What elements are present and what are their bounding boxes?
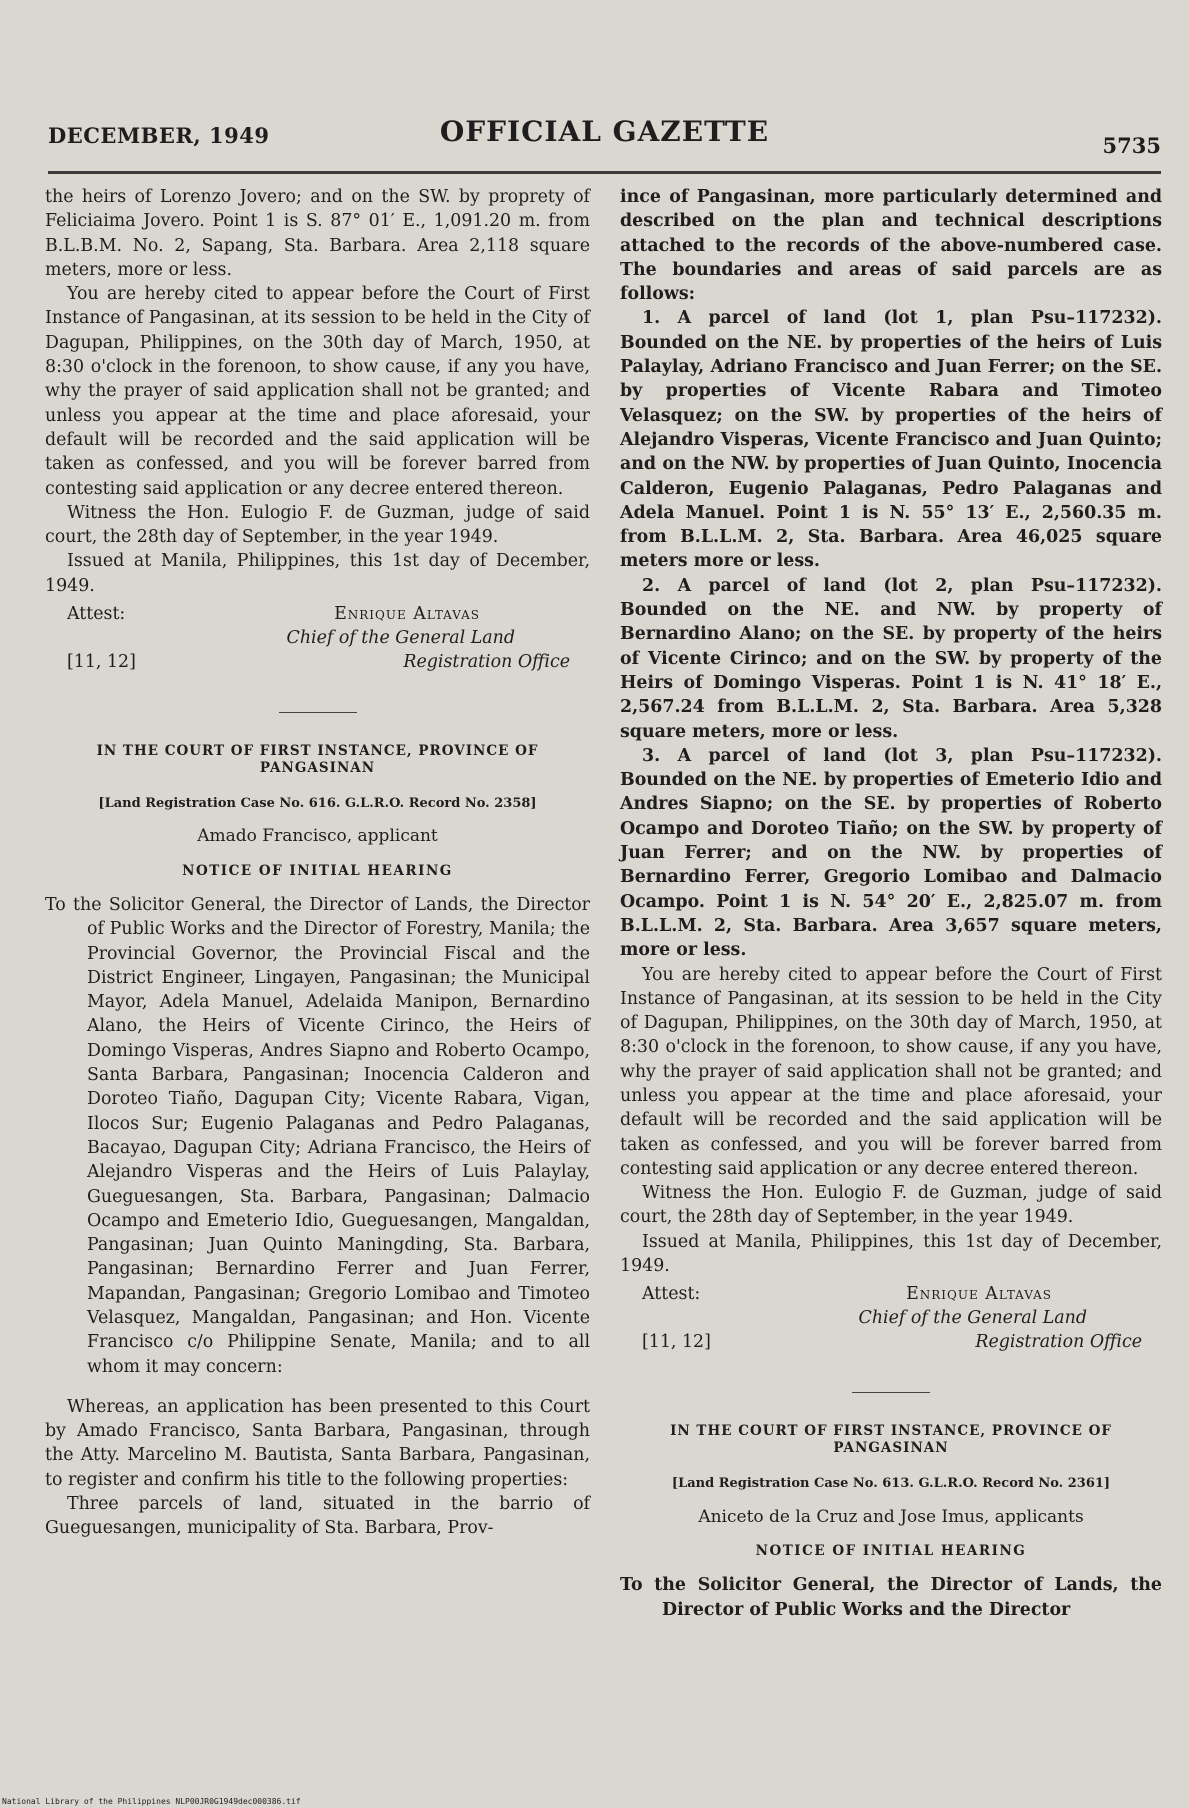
issue-reference: [11, 12] bbox=[642, 1332, 711, 1353]
header-rule bbox=[48, 171, 1161, 174]
parcel-3-paragraph: 3. A parcel of land (lot 3, plan Psu–117232). Bounded on the NE. by properties of Emeterio Idio and Andres Siapno; on the SE. by properties of Roberto Ocampo and Doroteo Tiaño; on the SW. by property of Juan Ferrer; and on the NW. by properties of Bernardino Ferrer, Gregorio Lomibao and Dalmacio Ocampo. Point 1 is N. 54° 20′ E., 2,825.07 m. from B.L.L.M. 2, Sta. Barbara. Area 3,657 square meters, more or less. bbox=[620, 745, 1162, 961]
addressees-paragraph: To the Solicitor General, the Director of Lands, the Director of Public Works and the Director bbox=[620, 1575, 1162, 1620]
section-divider bbox=[279, 712, 357, 713]
section-divider bbox=[852, 1392, 930, 1393]
attest-label: Attest: bbox=[67, 604, 126, 625]
applicant-line: Amado Francisco, applicant bbox=[197, 826, 438, 847]
left-column bbox=[45, 185, 590, 1541]
court-heading: IN THE COURT OF FIRST INSTANCE, PROVINCE OF PANGASINAN bbox=[96, 743, 539, 777]
parcel-2-paragraph: 2. A parcel of land (lot 2, plan Psu–117232). Bounded on the NE. and NW. by property of Bernardino Alano; on the SE. by property of the heirs of Vicente Cirinco; and on the SW. by property of the Heirs of Domingo Visperas. Point 1 is N. 41° 18′ E., 2,567.24 from B.L.L.M. 2, Sta. Barbara. Area 5,328 square meters, more or less. bbox=[620, 575, 1162, 742]
intro-paragraph: the heirs of Lorenzo Jovero; and on the SW. by proprety of Feliciaima Jovero. Point 1 is S. 87° 01′ E., 1,091.20 m. from B.L.B.M. No. 2, Sapang, Sta. Barbara. Area 2,118 square meters, more or less. bbox=[45, 187, 590, 280]
notice-title: NOTICE OF INITIAL HEARING bbox=[182, 862, 453, 879]
attest-label: Attest: bbox=[642, 1284, 701, 1305]
attest-block bbox=[45, 602, 590, 682]
attest-block bbox=[620, 1282, 1162, 1362]
attest-chief: Chief of the General Land bbox=[286, 628, 515, 649]
parcel-1-paragraph: 1. A parcel of land (lot 1, plan Psu–117232). Bounded on the NE. by properties of the heirs of Luis Palaylay, Adriano Francisco and Juan Ferrer; on the SE. by properties of Vicente Rabara and Timoteo Velasquez; on the SW. by properties of the heirs of Alejandro Visperas, Vicente Francisco and Juan Quinto; and on the NW. by properties of Juan Quinto, Inocencia Calderon, Eugenio Palaganas, Pedro Palaganas and Adela Manuel. Point 1 is N. 55° 13′ E., 2,560.35 m. from B.L.L.M. 2, Sta. Barbara. Area 46,025 square meters more or less. bbox=[620, 308, 1162, 572]
publication-title: OFFICIAL GAZETTE bbox=[439, 115, 770, 148]
notice-title: NOTICE OF INITIAL HEARING bbox=[755, 1542, 1027, 1559]
applicant-line: Aniceto de la Cruz and Jose Imus, applicants bbox=[698, 1506, 1084, 1527]
case-reference: [Land Registration Case No. 616. G.L.R.O. Record No. 2358] bbox=[98, 796, 537, 812]
attest-office: Registration Office bbox=[403, 652, 570, 673]
issue-reference: [11, 12] bbox=[67, 652, 136, 673]
cited-paragraph: You are hereby cited to appear before the Court of First Instance of Pangasinan, at its session to be held in the City of Dagupan, Philippines, on the 30th day of March, 1950, at 8:30 o'clock in the forenoon, to show cause, if any you have, why the prayer of said application shall not be granted; and unless you appear at the time and place aforesaid, your default will be recorded and the said application will be taken as confessed, and you will be forever barred from contesting said application or any decree entered thereon. bbox=[45, 284, 590, 499]
page-header bbox=[48, 105, 1161, 175]
parcels-intro-paragraph: Three parcels of land, situated in the barrio of Gueguesangen, municipality of Sta. Barbara, Prov- bbox=[45, 1494, 590, 1539]
issued-paragraph: Issued at Manila, Philippines, this 1st day of December, 1949. bbox=[45, 551, 590, 596]
whereas-paragraph: Whereas, an application has been presented to this Court by Amado Francisco, Santa Barbara, Pangasinan, through the Atty. Marcelino M. Bautista, Santa Barbara, Pangasinan, to register and confirm his title to the following properties: bbox=[45, 1396, 590, 1490]
court-heading: IN THE COURT OF FIRST INSTANCE, PROVINCE OF PANGASINAN bbox=[670, 1423, 1112, 1457]
scan-footer: National Library of the Philippines NLP00JR0G1949dec000386.tif bbox=[2, 1797, 301, 1806]
issued-paragraph: Issued at Manila, Philippines, this 1st day of December, 1949. bbox=[620, 1231, 1162, 1277]
page-number: 5735 bbox=[1102, 133, 1161, 158]
attest-office: Registration Office bbox=[975, 1332, 1142, 1353]
issue-date: DECEMBER, 1949 bbox=[48, 123, 270, 148]
addressees-paragraph: To the Solicitor General, the Director of Lands, the Director of Public Works and the Director of Forestry, Manila; the Provincial Governor, the Provincial Fiscal and the District Engineer, Lingayen, Pangasinan; the Municipal Mayor, Adela Manuel, Adelaida Manipon, Bernardino Alano, the Heirs of Vicente Cirinco, the Heirs of Domingo Visperas, Andres Siapno and Roberto Ocampo, Santa Barbara, Pangasinan; Inocencia Calderon and Doroteo Tiaño, Dagupan City; Vicente Rabara, Vigan, Ilocos Sur; Eugenio Palaganas and Pedro Palaganas, Bacayao, Dagupan City; Adriana Francisco, the Heirs of Alejandro Visperas and the Heirs of Luis Palaylay, Gueguesangen, Sta. Barbara, Pangasinan; Dalmacio Ocampo and Emeterio Idio, Gueguesangen, Mangaldan, Pangasinan; Juan Quinto Maningding, Sta. Barbara, Pangasinan; Bernardino Ferrer and Juan Ferrer, Mapandan, Pangasinan; Gregorio Lomibao and Timoteo Velasquez, Mangaldan, Pangasinan; and Hon. Vicente Francisco c/o Philippine Senate, Manila; and to all whom it may concern: bbox=[45, 894, 590, 1377]
case-reference: [Land Registration Case No. 613. G.L.R.O. Record No. 2361] bbox=[671, 1476, 1111, 1492]
witness-paragraph: Witness the Hon. Eulogio F. de Guzman, judge of said court, the 28th day of September, in the year 1949. bbox=[620, 1183, 1162, 1228]
attest-name: Enrique Altavas bbox=[334, 604, 480, 625]
continuation-paragraph: ince of Pangasinan, more particularly determined and described on the plan and technical descriptions attached to the records of the above-numbered case. The boundaries and areas of said parcels are as follows: bbox=[620, 187, 1162, 305]
right-column bbox=[620, 185, 1162, 1622]
cited-paragraph: You are hereby cited to appear before the Court of First Instance of Pangasinan, at its session to be held in the City of Dagupan, Philippines, on the 30th day of March, 1950, at 8:30 o'clock in the forenoon, to show cause, if any you have, why the prayer of said application shall not be granted; and unless you appear at the time and place aforesaid, your default will be recorded and the said application will be taken as confessed, and you will be forever barred from contesting said application or any decree entered thereon. bbox=[620, 964, 1162, 1179]
attest-name: Enrique Altavas bbox=[906, 1284, 1052, 1305]
attest-chief: Chief of the General Land bbox=[858, 1308, 1087, 1329]
witness-paragraph: Witness the Hon. Eulogio F. de Guzman, judge of said court, the 28th day of September, in the year 1949. bbox=[45, 502, 590, 548]
